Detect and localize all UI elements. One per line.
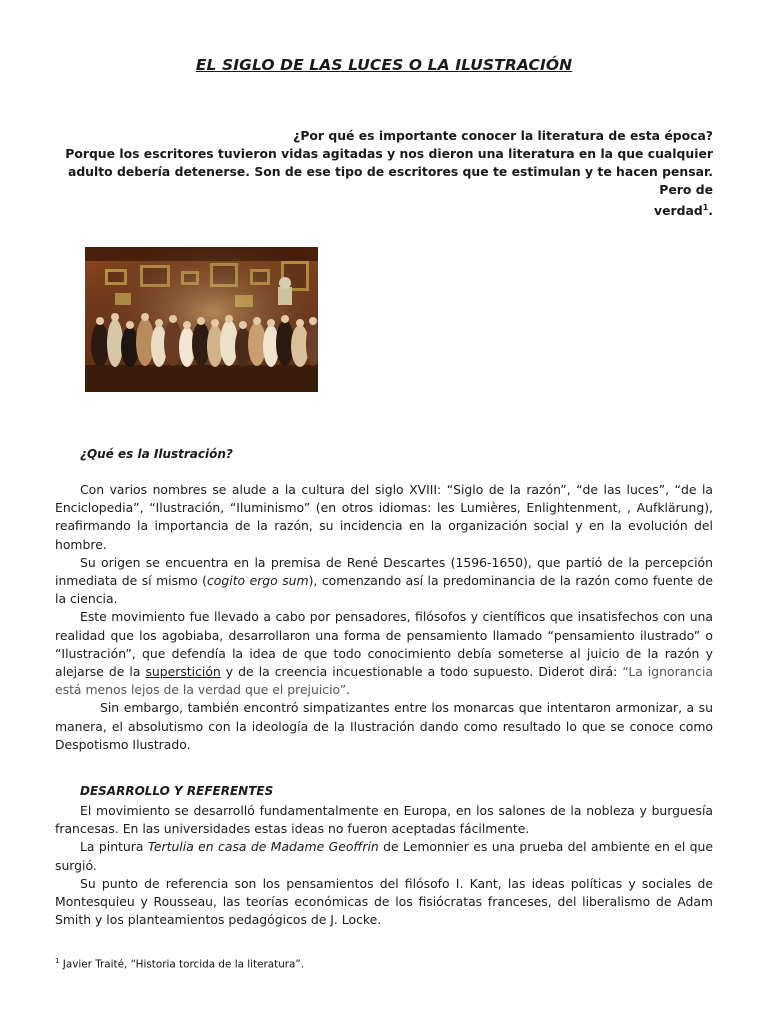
intro-line-2: Porque los escritores tuvieron vidas agitadas y nos dieron una literatura en la que cualquier — [65, 146, 713, 161]
section-heading-desarrollo: DESARROLLO Y REFERENTES — [80, 784, 274, 798]
paragraph: La pintura Tertulia en casa de Madame Geoffrin de Lemonnier es una prueba del ambiente en el que surgió. — [55, 839, 713, 873]
section-que-es-body — [55, 481, 713, 754]
footnote: $^1$ Javier Traité, “Historia torcida de la literatura”. — [55, 957, 305, 971]
paragraph: Su origen se encuentra en la premisa de René Descartes (1596-1650), que partió de la percepción inmediata de sí mismo (cogito ergo sum), comenzando así la predominancia de la razón como fuente de la ciencia. — [55, 554, 714, 607]
section-heading-que-es: ¿Qué es la Ilustración? — [80, 447, 233, 461]
section-desarrollo-body — [55, 802, 713, 929]
intro-line-4: verdad$^1$. — [654, 203, 713, 219]
paragraph: El movimiento se desarrolló fundamentalmente en Europa, en los salones de la nobleza y burguesía francesas. En las universidades estas ideas no fueron aceptadas fácilmente. — [55, 803, 713, 837]
intro-line-3: adulto debería detenerse. Son de ese tipo de escritores que te estimulan y te hacen pensar. Pero de — [67, 164, 713, 197]
intro-question: ¿Por qué es importante conocer la literatura de esta época? — [293, 128, 713, 143]
paragraph: Su punto de referencia son los pensamientos del filósofo I. Kant, las ideas políticas y sociales de Montesquieu y Rousseau, las teorías económicas de los fisiócratas franceses, del liberalismo de Adam Smith y los planteamientos pedagógicos de J. Locke. — [55, 875, 713, 928]
salon-painting-image — [85, 247, 318, 392]
diderot-quote: “La ignorancia está menos lejos de la verdad que el prejuicio” — [55, 664, 713, 698]
paragraph: Con varios nombres se alude a la cultura del siglo XVIII: “Siglo de la razón”, “de las luces”, “de la Enciclopedia”, “Ilustración, “Iluminismo” (en otros idiomas: les Lumières, Enlightenment, , Aufklärung), reafirmando la importancia de la razón, su incidencia en la organización social y en la evolución del hombre. — [55, 482, 713, 552]
painting-illustration — [85, 247, 318, 392]
paragraph: Sin embargo, también encontró simpatizantes entre los monarcas que intentaron armonizar, a su manera, el absolutismo con la ideología de la Ilustración dando como resultado lo que se conoce como Despotismo Ilustrado. — [55, 700, 713, 752]
footnote-reference[interactable]: 1 — [702, 203, 709, 212]
intro-block — [55, 127, 713, 220]
paragraph: Este movimiento fue llevado a cabo por pensadores, filósofos y científicos que insatisfechos con una realidad que los agobiaba, desarrollaron una forma de pensamiento llamado “pensamiento ilustrado” o “Ilustración”, que defendía la idea de que todo conocimiento debía someterse al juicio de la razón y alejarse de la superstición y de la creencia incuestionable a todo supuesto. Diderot dirá: “La ignorancia está menos lejos de la verdad que el prejuicio”. — [55, 609, 713, 698]
page-title: EL SIGLO DE LAS LUCES O LA ILUSTRACIÓN — [195, 56, 573, 74]
superstition-link[interactable]: superstición — [145, 664, 221, 680]
